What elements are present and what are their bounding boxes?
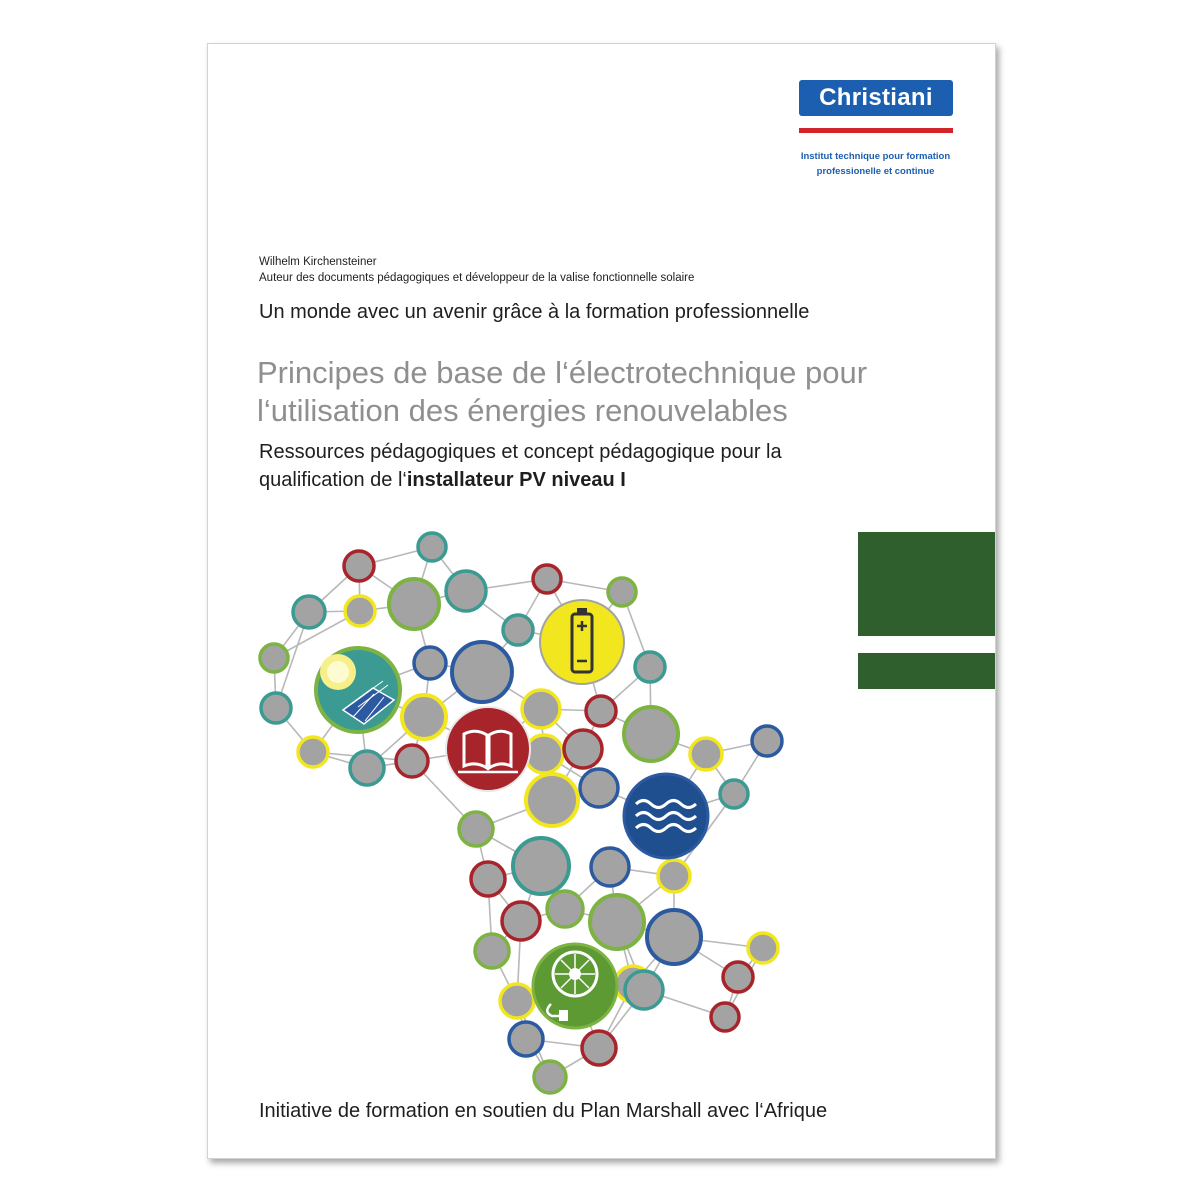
book-title-line-1: Principes de base de l‘électrotechnique pour bbox=[257, 355, 868, 390]
network-node bbox=[720, 780, 748, 808]
network-node bbox=[534, 1061, 566, 1093]
network-node bbox=[260, 644, 288, 672]
network-node bbox=[500, 984, 534, 1018]
network-node bbox=[350, 751, 384, 785]
publisher-tagline-line-1: Institut technique pour formation bbox=[800, 151, 951, 162]
network-node bbox=[459, 812, 493, 846]
network-node bbox=[475, 934, 509, 968]
book-cover bbox=[207, 43, 996, 1159]
cover-subtitle: Un monde avec un avenir grâce à la formation professionnelle bbox=[259, 301, 810, 323]
network-node bbox=[418, 533, 446, 561]
network-node bbox=[502, 902, 540, 940]
network-node bbox=[586, 696, 616, 726]
network-node bbox=[298, 737, 328, 767]
network-node bbox=[635, 652, 665, 682]
network-node bbox=[513, 838, 569, 894]
network-node bbox=[564, 730, 602, 768]
network-node bbox=[547, 891, 583, 927]
network-node bbox=[591, 848, 629, 886]
author-role: Auteur des documents pédagogiques et développeur de la valise fonctionnelle solaire bbox=[259, 272, 695, 284]
network-node bbox=[608, 578, 636, 606]
book-description-prefix: qualification de l‘ bbox=[259, 469, 407, 491]
network-node bbox=[389, 579, 439, 629]
network-node bbox=[647, 910, 701, 964]
network-node bbox=[748, 933, 778, 963]
network-node bbox=[752, 726, 782, 756]
network-node bbox=[471, 862, 505, 896]
network-node bbox=[414, 647, 446, 679]
network-node bbox=[522, 690, 560, 728]
network-node bbox=[452, 642, 512, 702]
network-node bbox=[402, 695, 446, 739]
network-node bbox=[658, 860, 690, 892]
publisher-logo-text: Christiani bbox=[819, 84, 933, 111]
network-node bbox=[293, 596, 325, 628]
network-node bbox=[690, 738, 722, 770]
water-waves-icon bbox=[624, 774, 708, 858]
network-node bbox=[711, 1003, 739, 1031]
network-node bbox=[509, 1022, 543, 1056]
network-node bbox=[582, 1031, 616, 1065]
network-node bbox=[396, 745, 428, 777]
network-node bbox=[580, 769, 618, 807]
network-node bbox=[344, 551, 374, 581]
network-node bbox=[261, 693, 291, 723]
network-node bbox=[625, 971, 663, 1009]
book-title-line-2: l‘utilisation des énergies renouvelables bbox=[257, 393, 788, 428]
cover-footer: Initiative de formation en soutien du Plan Marshall avec l‘Afrique bbox=[259, 1100, 828, 1122]
network-node bbox=[723, 962, 753, 992]
network-node bbox=[533, 565, 561, 593]
network-node bbox=[590, 895, 644, 949]
publisher-tagline-line-2: professionelle et continue bbox=[816, 166, 935, 177]
battery-icon bbox=[540, 600, 624, 684]
network-node bbox=[503, 615, 533, 645]
sun-solar-panel-icon bbox=[316, 648, 400, 732]
network-node bbox=[345, 596, 375, 626]
book-icon bbox=[446, 707, 530, 791]
network-node bbox=[624, 707, 678, 761]
network-node bbox=[446, 571, 486, 611]
network-node bbox=[526, 774, 578, 826]
book-description-bold: installateur PV niveau I bbox=[406, 469, 626, 491]
author-name: Wilhelm Kirchensteiner bbox=[259, 256, 377, 268]
africa-network-illustration bbox=[208, 44, 995, 1158]
turbine-plug-icon bbox=[533, 944, 617, 1028]
book-description-line-1: Ressources pédagogiques et concept pédagogique pour la bbox=[259, 441, 782, 463]
